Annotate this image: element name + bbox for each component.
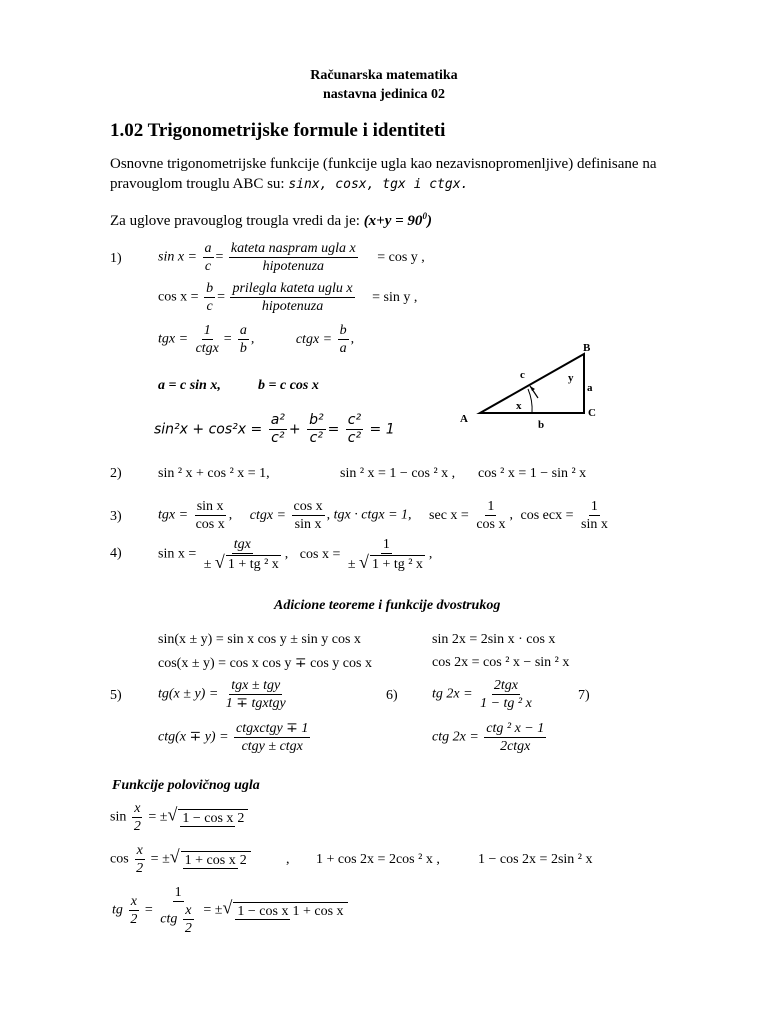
b-equals: b = c cos x (258, 378, 319, 393)
identity-frac-c (346, 412, 363, 447)
formulas-4: sin x = $\frac{\text{tgx}}{\text{± √ 1 + tg ² x}}$ , cos x = $\frac{1}{\text{± √ 1 + tg ² x}}$ , (158, 537, 433, 572)
tg-double (432, 677, 536, 712)
identity-2b: sin ² x = 1 − cos ² x , (340, 466, 456, 481)
cos-half-arg-den: 2 (136, 861, 144, 876)
sin-frac-ac (203, 240, 214, 275)
cos-half-pm: = ± (150, 851, 170, 867)
cos-half-radicand (181, 851, 251, 869)
label-5: 5) (110, 688, 122, 703)
tg-num2: a (239, 323, 247, 338)
ctg-ratio-den: sin x (294, 517, 322, 532)
cos-double-identity: 1 + cos 2x = 2cos ² x , (316, 852, 440, 867)
sec-frac (474, 498, 507, 533)
ctg-addition-frac (234, 720, 310, 755)
label-1: 1) (110, 251, 122, 266)
identity-lhs: sin²x + cos²x = (154, 421, 263, 438)
angle-y-label: y (568, 372, 574, 384)
tg-half-rad-num: 1 − cos x (237, 903, 289, 919)
ctg-double (432, 720, 548, 755)
tg-half-ctg-fn: ctg (160, 911, 178, 927)
tg-definition: tgx = $\frac{1}{\text{ctgx}}$ = $\frac{a}{b}$ , ctgx = $\frac{b}{a}$ , (158, 323, 355, 356)
ctg-ratio-lhs: ctgx = (249, 507, 286, 523)
cos-addition: cos(x ± y) = cos x cos y ∓ cos y cos x (158, 656, 372, 671)
sqrt-icon: √ (222, 897, 233, 918)
sqrt-icon: √ (214, 552, 225, 572)
label-2: 2) (110, 466, 122, 481)
tg-frac-2 (238, 322, 249, 357)
tg-half-eq: = (144, 902, 153, 918)
sin-half-radicand (178, 809, 248, 827)
ctg-num: b (339, 323, 347, 338)
unit-subtitle: nastavna jedinica 02 (322, 87, 446, 102)
sin-tg-num: tgx (233, 537, 251, 552)
intro-text: pravouglom trouglu ABC su: (110, 176, 289, 192)
ctg-ratio-num: cos x (293, 499, 323, 514)
course-title: Računarska matematika (310, 68, 458, 83)
identity-den-a: c² (271, 430, 285, 446)
sin-den: c (204, 259, 212, 274)
cos-tg-lhs: cos x = (299, 546, 341, 562)
label-4: 4) (110, 546, 122, 561)
tg-ratio-den: cos x (195, 517, 225, 532)
angle-formula (364, 213, 432, 229)
tg-num: 1 (203, 323, 211, 338)
tg-ratio-lhs: tgx = (158, 507, 189, 523)
angle-arrowhead (530, 386, 535, 391)
right-triangle-diagram (450, 338, 610, 438)
tg-den2: b (239, 341, 247, 356)
ctg-double-num: ctg ² x − 1 (486, 721, 545, 736)
identity-2a: sin ² x + cos ² x = 1, (158, 466, 270, 481)
sin-half-angle (110, 800, 250, 835)
identity-frac-a (269, 412, 287, 447)
tg-ratio-num: sin x (196, 499, 224, 514)
tg-half-ctg-arg-den: 2 (184, 921, 192, 936)
tg-ratio-frac (194, 498, 227, 533)
identity-num-c: c² (347, 412, 362, 428)
side-c-label: c (520, 369, 525, 381)
tg-lhs: tgx = (158, 331, 189, 347)
cos-definition: cos x = $\frac{b}{c}$ = $\frac{\text{prilegla kateta uglu x}}{\text{hipotenuza}}$ = sin y , (158, 281, 418, 314)
sin-tg-frac (202, 536, 283, 573)
identity-2c: cos ² x = 1 − sin ² x (478, 466, 587, 481)
sin-text-den: hipotenuza (262, 259, 325, 274)
cos-half-angle (110, 842, 253, 877)
sin-rhs: = cos y , (377, 249, 425, 265)
cos-half-lhs: cos (110, 851, 129, 867)
cos-half-rad-num: 1 + cos x (184, 852, 236, 868)
identity-den-b: c² (309, 430, 323, 446)
sin-half-arg-num: x (134, 801, 141, 816)
cos-tg-radicand: 1 + tg ² x (371, 557, 423, 572)
sec-num: 1 (487, 499, 495, 514)
cos-half-arg (134, 842, 145, 877)
cos-frac-bc (204, 280, 215, 315)
sec-lhs: sec x = (429, 507, 469, 523)
tg-frac-1 (194, 322, 221, 357)
section-addition-heading: Adicione teoreme i funkcije dvostrukog (274, 598, 501, 613)
sqrt-icon: √ (167, 804, 178, 825)
ctg-frac (338, 322, 349, 357)
tg-double-den: 1 − tg ² x (480, 696, 532, 711)
section-half-angle-heading: Funkcije polovičnog ugla (112, 778, 260, 793)
vertex-c-label: C (588, 407, 596, 419)
tg-half-arg-num: x (130, 894, 137, 909)
sin-text-num: kateta naspram ugla x (230, 241, 356, 256)
angle-formula-main: (x+y = 90 (363, 213, 423, 229)
angle-formula-sup: 0 (422, 211, 427, 221)
ctg-addition-lhs: ctg(x ∓ y) = (158, 729, 229, 745)
sin-tg-den (202, 554, 283, 573)
side-a-label: a (587, 382, 593, 394)
sin-double-identity: 1 − cos 2x = 2sin ² x (478, 852, 593, 867)
identity-den-c: c² (347, 430, 362, 446)
label-3: 3) (110, 509, 122, 524)
angle-x-arc (528, 389, 532, 413)
cos-half-arg-num: x (136, 843, 143, 858)
tg-addition-lhs: tg(x ± y) = (158, 686, 219, 702)
identity-num-a: a² (270, 412, 285, 428)
vertex-a-label: A (460, 413, 468, 425)
ctg-ratio-frac (292, 498, 325, 533)
tg-half-arg (128, 893, 139, 928)
angle-formula-close: ) (426, 213, 432, 229)
ctg-double-lhs: ctg 2x = (432, 729, 479, 745)
cosec-num: 1 (590, 499, 598, 514)
tg-ctg-product: tgx · ctgx = 1, (333, 507, 412, 523)
half-comma: , (286, 852, 290, 867)
cos-tg-pm: ± (347, 557, 356, 572)
intro-line-1: Osnovne trigonometrijske funkcije (funkcije ugla kao nezavisnopromenljive) definisane na (110, 156, 657, 172)
cos-lhs: cos x = (158, 289, 199, 305)
label-7: 7) (578, 688, 590, 703)
sin-half-rad-den: 2 (237, 810, 245, 826)
page-title: 1.02 Trigonometrijske formule i identiteti (110, 120, 446, 141)
sin-half-arg-den: 2 (133, 819, 141, 834)
sin-definition: sin x = $\frac{a}{c}$ = $\frac{\text{kateta naspram ugla x}}{\text{hipotenuza}}$ = cos y , (158, 241, 425, 274)
sin-double: sin 2x = 2sin x · cos x (432, 632, 556, 647)
tg-double-num: 2tgx (493, 678, 518, 693)
tg-half-ctg-frac (158, 884, 198, 937)
sin-tg-pm: ± (203, 557, 212, 572)
ctg-double-frac (484, 720, 546, 755)
cos-frac-text (230, 280, 354, 315)
sin-half-pm: = ± (148, 809, 168, 825)
tg-double-lhs: tg 2x = (432, 686, 473, 702)
tg-half-ctg-arg-num: x (185, 903, 192, 918)
identity-frac-b (307, 412, 326, 447)
cos-den: c (206, 299, 213, 314)
tg-addition-den: 1 ∓ tgxtgy (225, 696, 286, 711)
tg-half-ctg-arg (183, 902, 194, 937)
cosec-lhs: cos ecx = (520, 507, 574, 523)
sqrt-icon: √ (359, 552, 369, 572)
cos-double: cos 2x = cos ² x − sin ² x (432, 655, 570, 670)
label-6: 6) (386, 688, 398, 703)
cos-rhs: = sin y , (372, 289, 418, 305)
cosec-den: sin x (581, 517, 608, 532)
sin-frac-text (229, 240, 358, 275)
tg-addition-num: tgx ± tgy (231, 678, 281, 693)
ctg-den: a (339, 341, 347, 356)
tg-half-pm: = ± (203, 902, 223, 918)
tg-half-rad-den: 1 + cos x (292, 903, 344, 919)
ctg-addition-den: ctgy ± ctgx (241, 739, 303, 754)
cos-tg-frac (346, 536, 427, 573)
sin-half-rad-num: 1 − cos x (182, 810, 234, 826)
sin-num: a (204, 241, 212, 256)
identity-rhs: = 1 (369, 421, 395, 438)
tg-addition (158, 677, 290, 712)
ctg-double-den: 2ctgx (500, 739, 531, 754)
ctg-addition (158, 720, 312, 755)
angle-note (110, 206, 432, 231)
side-b-label: b (538, 419, 545, 431)
sin-half-arg (132, 800, 143, 835)
tg-half-arg-den: 2 (130, 912, 138, 927)
tg-addition-frac (224, 677, 288, 712)
tg-half-angle (112, 884, 350, 937)
angle-note-text: Za uglove pravouglog trougla vredi da je: (110, 213, 364, 229)
sin-lhs: sin x = (158, 249, 197, 265)
pythagorean-identity: sin²x + cos²x = $\frac{\text{a²}}{\text{c²}}$ + $\frac{\text{b²}}{\text{c²}}$ = $\frac{\text{c²}}{\text{c²}}$ = 1 (154, 412, 395, 446)
ctg-lhs: ctgx = (295, 331, 333, 347)
cos-text-num: prilegla kateta uglu x (232, 281, 353, 296)
cos-tg-num: 1 (382, 537, 390, 552)
intro-functions: sinx, cosx, tgx i ctgx. (288, 177, 469, 192)
sec-den: cos x (476, 517, 506, 532)
cos-text-den: hipotenuza (261, 299, 324, 314)
tg-half-radicand (233, 902, 347, 920)
sin-half-lhs: sin (110, 809, 127, 825)
tg-den: ctgx (195, 341, 219, 356)
identity-num-b: b² (309, 412, 324, 428)
vertex-b-label: B (583, 342, 591, 354)
cos-tg-den (346, 554, 427, 573)
tg-double-frac (478, 677, 534, 712)
tg-half-lhs: tg (112, 902, 123, 918)
cos-half-rad-den: 2 (239, 852, 247, 868)
tg-half-ctg-den (158, 902, 198, 937)
sin-tg-lhs: sin x = (158, 546, 197, 562)
angle-x-label: x (516, 400, 522, 412)
sin-addition: sin(x ± y) = sin x cos y ± sin y cos x (158, 632, 361, 647)
sin-tg-radicand: 1 + tg ² x (227, 557, 279, 572)
cosec-frac (579, 498, 610, 533)
a-equals: a = c sin x, (158, 378, 221, 393)
ctg-addition-num: ctgxctgy ∓ 1 (236, 721, 309, 736)
sqrt-icon: √ (169, 846, 180, 867)
tg-half-ctg-num: 1 (174, 885, 182, 900)
intro-line-2 (110, 174, 468, 195)
formulas-3: tgx = $\frac{\text{sin x}}{\text{cos x}}$ , ctgx = $\frac{\text{cos x}}{\text{sin x}}$ , tgx · ctgx = 1, sec x = $\frac{1}{\text{cos x}}$ , cos ecx = $\frac{1}{\text{sin x}}$ (158, 499, 608, 532)
cos-num: b (206, 281, 214, 296)
